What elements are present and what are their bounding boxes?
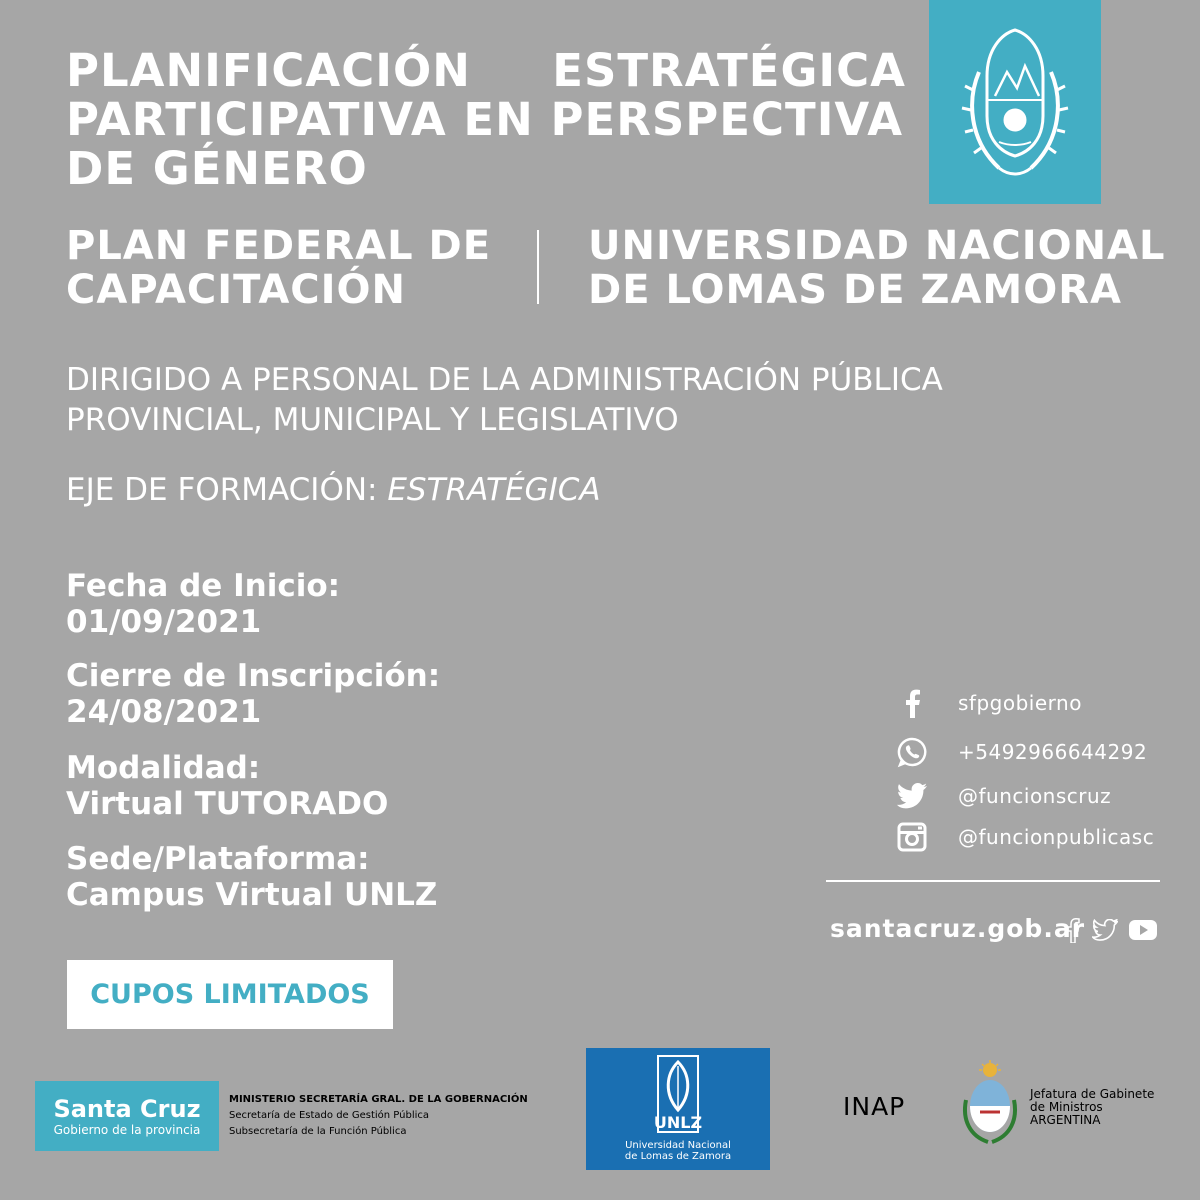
website-link[interactable]: santacruz.gob.ar (830, 914, 1086, 943)
divider-line (826, 880, 1160, 882)
subtitle-right-line-1: UNIVERSIDAD NACIONAL (588, 223, 1166, 269)
jefatura-line-2: de Ministros (1030, 1100, 1103, 1114)
axis-label: EJE DE FORMACIÓN: (66, 472, 388, 508)
title-line-2: PARTICIPATIVA EN PERSPECTIVA (66, 93, 904, 146)
social-handle: @funcionscruz (958, 784, 1112, 808)
subtitle-right-line-2: DE LOMAS DE ZAMORA (588, 267, 1122, 313)
detail-label: Cierre de Inscripción: (66, 658, 441, 694)
social-handle: @funcionpublicasc (958, 825, 1155, 849)
twitter-small-icon[interactable] (1090, 914, 1120, 946)
jefatura-line-1: Jefatura de Gabinete (1030, 1087, 1155, 1101)
page-title (66, 46, 906, 193)
ministry-line-3: Subsecretaría de la Función Pública (229, 1126, 407, 1137)
target-line-1: DIRIGIDO A PERSONAL DE LA ADMINISTRACIÓN PÚBLICA (66, 362, 943, 398)
detail-start-date (66, 568, 586, 640)
target-audience (66, 360, 943, 440)
instagram-icon (896, 821, 928, 853)
detail-value: 24/08/2021 (66, 694, 262, 730)
provincial-crest-box (929, 0, 1101, 204)
subtitle-divider (537, 230, 539, 304)
unlz-caption-line-2: de Lomas de Zamora (624, 1151, 732, 1162)
santacruz-logo (35, 1081, 219, 1151)
social-whatsapp[interactable] (896, 735, 1176, 769)
title-word-2: ESTRATÉGICA (552, 44, 906, 97)
inap-logo: INAP (843, 1092, 906, 1121)
title-word-1: PLANIFICACIÓN (66, 44, 471, 97)
whatsapp-icon (896, 736, 928, 768)
unlz-logo (586, 1048, 770, 1170)
argentina-shield-icon (960, 1060, 1020, 1146)
facebook-icon (896, 687, 928, 719)
unlz-leaf-icon (586, 1048, 770, 1140)
detail-label: Sede/Plataforma: (66, 841, 370, 877)
facebook-small-icon[interactable] (1058, 914, 1088, 946)
svg-text:UNLZ: UNLZ (653, 1113, 703, 1132)
twitter-icon (896, 780, 928, 812)
provincial-crest-icon (929, 0, 1101, 204)
detail-registration-close (66, 658, 586, 730)
ministry-text (229, 1092, 528, 1140)
detail-label: Fecha de Inicio: (66, 568, 341, 604)
social-instagram[interactable] (896, 820, 1176, 854)
subtitle-plan-federal (66, 224, 491, 312)
title-line-3: DE GÉNERO (66, 142, 368, 195)
santacruz-logo-tagline: Gobierno de la provincia (53, 1122, 201, 1137)
santacruz-logo-name: Santa Cruz (53, 1094, 201, 1123)
jefatura-text (1030, 1088, 1154, 1127)
detail-value: Campus Virtual UNLZ (66, 877, 438, 913)
subtitle-left-line-1: PLAN FEDERAL DE (66, 223, 492, 269)
subtitle-left-line-2: CAPACITACIÓN (66, 267, 407, 313)
axis-value: ESTRATÉGICA (387, 472, 601, 508)
social-facebook[interactable] (896, 686, 1176, 720)
detail-value: Virtual TUTORADO (66, 786, 389, 822)
social-twitter[interactable] (896, 779, 1176, 813)
ministry-line-2: Secretaría de Estado de Gestión Pública (229, 1110, 430, 1121)
ministry-line-1: MINISTERIO SECRETARÍA GRAL. DE LA GOBERNACIÓN (229, 1094, 528, 1105)
detail-label: Modalidad: (66, 750, 261, 786)
social-handle: +5492966644292 (958, 740, 1148, 764)
training-axis (66, 470, 601, 510)
detail-value: 01/09/2021 (66, 604, 262, 640)
social-handle: sfpgobierno (958, 691, 1082, 715)
subtitle-university (588, 224, 1166, 312)
detail-modality (66, 750, 586, 822)
youtube-icon[interactable] (1128, 914, 1158, 946)
target-line-2: PROVINCIAL, MUNICIPAL Y LEGISLATIVO (66, 402, 679, 438)
limited-spots-button[interactable]: CUPOS LIMITADOS (67, 960, 393, 1029)
detail-platform (66, 841, 586, 913)
unlz-caption-line-1: Universidad Nacional (625, 1140, 731, 1151)
jefatura-line-3: ARGENTINA (1030, 1113, 1101, 1127)
